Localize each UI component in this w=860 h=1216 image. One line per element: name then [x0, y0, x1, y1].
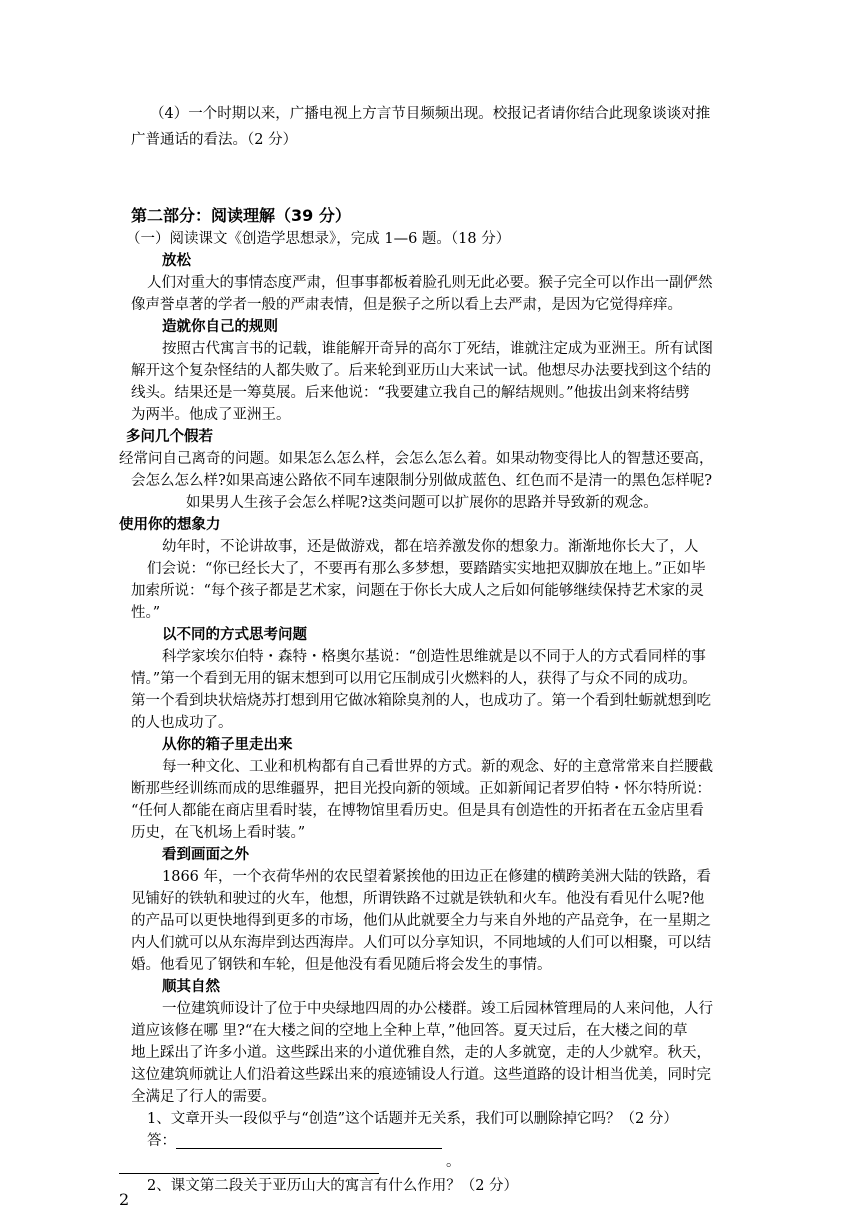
whatif-line-2: 会怎么怎么样?如果高速公路依不同车速限制分别做成蓝色、红色而不是清一的黑色怎样呢?	[131, 473, 713, 489]
box-line-4: 历史，在飞机场上看时装。”	[131, 825, 306, 841]
heading-beyond: 看到画面之外	[162, 847, 249, 863]
heading-imagine: 使用你的想象力	[119, 517, 221, 533]
heading-box: 从你的箱子里走出来	[162, 737, 293, 753]
imagine-line-4: 性。”	[131, 605, 161, 621]
imagine-line-3: 加索所说：“每个孩子都是艺术家，问题在于你长大成人之后如何能够继续保持艺术家的灵	[131, 583, 704, 599]
natural-line-3: 地上踩出了许多小道。这些踩出来的小道优雅自然，走的人多就宽，走的人少就窄。秋天，	[131, 1045, 711, 1061]
rules-line-4: 为两半。他成了亚洲王。	[131, 407, 291, 423]
footnote-separator	[119, 1173, 379, 1174]
whatif-line-1: 经常问自己离奇的问题。如果怎么怎么样，会怎么怎么着。如果动物变得比人的智慧还要高，	[119, 451, 714, 467]
box-line-2: 断那些经训练而成的思维疆界，把目光投向新的领域。正如新闻记者罗伯特・怀尔特所说：	[131, 781, 711, 797]
relax-line-1: 人们对重大的事情态度严肃，但事事都板着脸孔则无此必要。猴子完全可以作出一副俨然	[147, 275, 713, 291]
box-line-1: 每一种文化、工业和机构都有自己看世界的方式。新的观念、好的主意常常来自拦腰截	[162, 759, 713, 775]
heading-whatif: 多问几个假若	[126, 429, 213, 445]
natural-line-2: 道应该修在哪 里?“在大楼之间的空地上全种上草，”他回答。夏天过后，在大楼之间的草	[131, 1023, 688, 1039]
q4-line-1: （4）一个时期以来，广播电视上方言节目频频出现。校报记者请你结合此现象谈谈对推	[150, 106, 711, 122]
q4-line-2: 广普通话的看法。（2 分）	[131, 132, 298, 148]
imagine-line-2: 们会说：“你已经长大了，不要再有那么多梦想，要踏踏实实地把双脚放在地上。”正如毕	[147, 561, 706, 577]
rules-line-1: 按照古代寓言书的记载，谁能解开奇异的高尔丁死结，谁就注定成为亚洲王。所有试图	[162, 341, 713, 357]
heading-relax: 放松	[162, 253, 191, 269]
beyond-line-2: 见铺好的铁轨和驶过的火车，他想，所谓铁路不过就是铁轨和火车。他没有看见什么呢?他	[131, 891, 705, 907]
beyond-line-5: 婚。他看见了钢铁和车轮，但是他没有看见随后将会发生的事情。	[131, 957, 552, 973]
beyond-line-1: 1866 年，一个衣荷华州的农民望着紧挨他的田边正在修建的横跨美洲大陆的铁路，看	[162, 869, 712, 885]
answer-blank-line[interactable]	[176, 1148, 442, 1149]
part2-title: 第二部分：阅读理解（39 分）	[131, 206, 351, 225]
section1-intro: （一）阅读课文《创造学思想录》，完成 1—6 题。（18 分）	[126, 231, 511, 247]
heading-different: 以不同的方式思考问题	[162, 627, 307, 643]
heading-natural: 顺其自然	[162, 979, 220, 995]
whatif-line-3: 如果男人生孩子会怎么样呢?这类问题可以扩展你的思路并导致新的观念。	[186, 495, 658, 511]
rules-line-3: 线头。结果还是一筹莫展。后来他说：“我要建立我自己的解结规则。”他拔出剑来将结劈	[131, 385, 690, 401]
page-number: 2	[119, 1190, 130, 1209]
beyond-line-4: 内人们就可以从东海岸到达西海岸。人们可以分享知识，不同地域的人们可以相聚，可以结	[131, 935, 711, 951]
answer-end-mark: 。	[446, 1154, 461, 1170]
natural-line-1: 一位建筑师设计了位于中央绿地四周的办公楼群。竣工后园林管理局的人来问他，人行	[162, 1001, 713, 1017]
heading-rules: 造就你自己的规则	[162, 319, 278, 335]
relax-line-2: 像声誉卓著的学者一般的严肃表情，但是猴子之所以看上去严肃，是因为它觉得痒痒。	[131, 297, 682, 313]
different-line-1: 科学家埃尔伯特・森特・格奥尔基说：“创造性思维就是以不同于人的方式看同样的事	[162, 649, 706, 665]
different-line-3: 第一个看到块状焙烧苏打想到用它做冰箱除臭剂的人，也成功了。第一个看到牡蛎就想到吃	[131, 693, 711, 709]
natural-line-5: 全满足了行人的需要。	[131, 1089, 276, 1105]
question-2-text: 2、课文第二段关于亚历山大的寓言有什么作用？（2 分）	[147, 1178, 519, 1194]
different-line-4: 的人也成功了。	[131, 715, 233, 731]
beyond-line-3: 的产品可以更快地得到更多的市场，他们从此就要全力与来自外地的产品竞争，在一星期之	[131, 913, 711, 929]
question-1-text: 1、文章开头一段似乎与“创造”这个话题并无关系，我们可以删除掉它吗？（2 分）	[147, 1111, 678, 1127]
imagine-line-1: 幼年时，不论讲故事，还是做游戏，都在培养激发你的想象力。渐渐地你长大了，人	[162, 539, 699, 555]
rules-line-2: 解开这个复杂怪结的人都失败了。后来轮到亚历山大来试一试。他想尽办法要找到这个结的	[131, 363, 711, 379]
answer-label: 答：	[147, 1133, 176, 1149]
box-line-3: “任何人都能在商店里看时装，在博物馆里看历史。但是具有创造性的开拓者在五金店里看	[131, 803, 704, 819]
different-line-2: 情。”第一个看到无用的锯末想到可以用它压制成引火燃料的人，获得了与众不同的成功。	[131, 671, 697, 687]
natural-line-4: 这位建筑师就让人们沿着这些踩出来的痕迹铺设人行道。这些道路的设计相当优美，同时完	[131, 1067, 711, 1083]
